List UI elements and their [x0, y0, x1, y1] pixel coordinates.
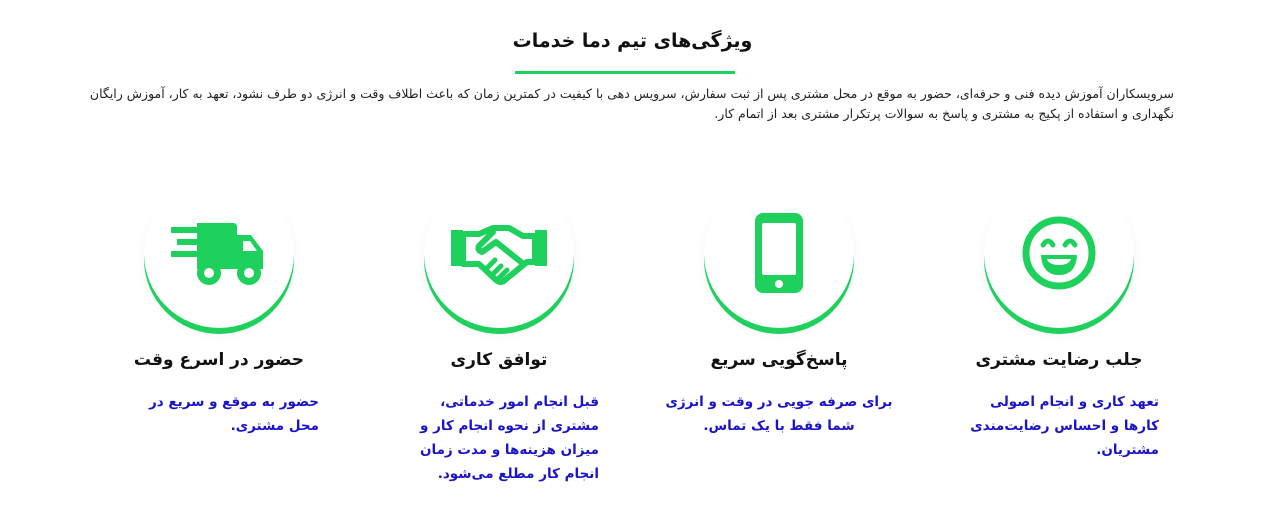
title-underline — [515, 71, 735, 74]
fast-truck-icon — [169, 213, 269, 293]
mobile-phone-icon — [751, 211, 807, 295]
feature-title: حضور در اسرع وقت — [133, 350, 305, 370]
feature-description: قبل انجام امور خدماتی، مشتری از نحوه انجام کار و میزان هزینه‌ها و مدت زمان انجام کار مطلع می‌شود. — [419, 394, 599, 482]
feature-icon-circle — [984, 178, 1134, 328]
section-title: ویژگی‌های تیم دما خدمات — [512, 30, 753, 52]
feature-card-work-agreement — [369, 178, 629, 482]
feature-title: جلب رضایت مشتری — [975, 350, 1143, 370]
feature-icon-circle — [704, 178, 854, 328]
section-intro: سرویسکاران آموزش دیده فنی و حرفه‌ای، حضور به موقع در محل مشتری پس از ثبت سفارش، سرویس دهی با کیفیت در کمترین زمان که باعث اطلاف وقت و انرژی دو طرف نشود، تعهد به کار، آموزش رایگان نگهداری و استفاده از پکیج به مشتری و پاسخ به سوالات پرتکرار مشتری بعد از اتمام کار. — [89, 86, 1174, 121]
feature-title: توافق کاری — [450, 350, 548, 370]
feature-card-fast-response — [649, 178, 909, 478]
handshake-icon — [449, 218, 549, 288]
feature-description: برای صرفه جویی در وقت و انرژی شما فقط با یک تماس. — [665, 394, 893, 434]
feature-card-fast-presence — [89, 178, 349, 478]
feature-icon-circle — [144, 178, 294, 328]
smile-icon — [1019, 213, 1099, 293]
feature-icon-circle — [424, 178, 574, 328]
feature-description: حضور به موقع و سریع در محل مشتری. — [149, 394, 319, 434]
feature-title: پاسخ‌گویی سریع — [710, 350, 848, 370]
feature-description: تعهد کاری و انجام اصولی کارها و احساس رضایت‌مندی مشتریان. — [970, 394, 1159, 458]
feature-card-customer-satisfaction — [929, 178, 1189, 478]
